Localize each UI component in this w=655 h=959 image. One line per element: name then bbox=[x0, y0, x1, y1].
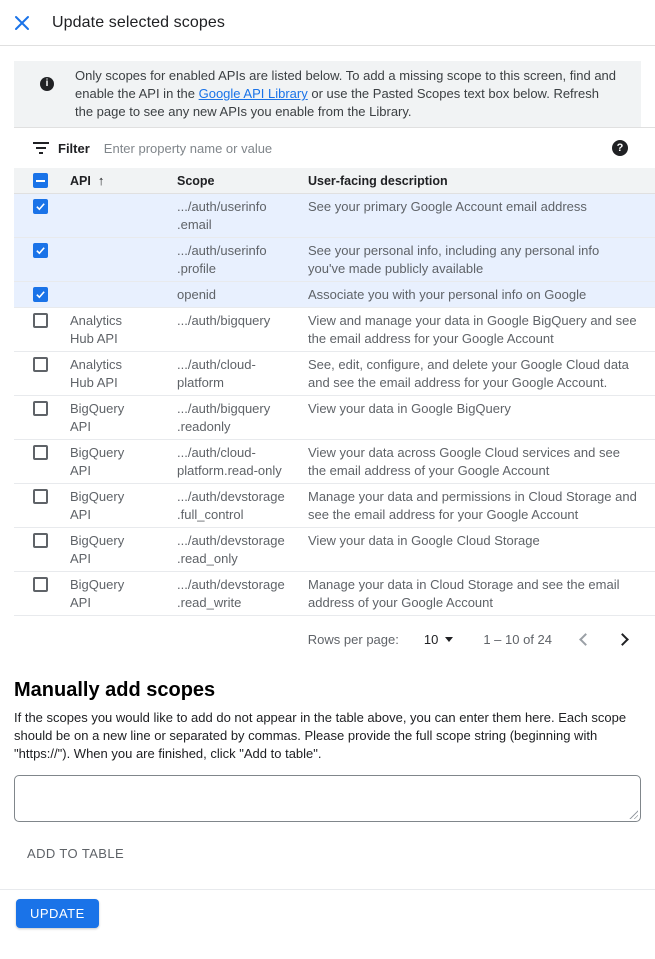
scopes-table bbox=[14, 168, 655, 616]
dialog-footer bbox=[0, 889, 655, 928]
info-banner-text bbox=[54, 61, 634, 127]
rows-per-page-select[interactable] bbox=[424, 632, 453, 647]
dialog-header bbox=[0, 0, 655, 46]
scope-cell: .../auth/devstorage .read_write bbox=[177, 577, 285, 610]
table-body bbox=[14, 194, 655, 616]
scope-cell: .../auth/userinfo .email bbox=[177, 199, 267, 232]
update-button[interactable]: UPDATE bbox=[16, 899, 99, 928]
table-row bbox=[14, 308, 655, 352]
manual-add-description: If the scopes you would like to add do not appear in the table above, you can enter them here. Each scope should be on a new line or separated by commas. Please provide the full scope string (beginning with "https://"). When you are finished, click "Add to table". bbox=[14, 710, 627, 761]
description-cell: View your data in Google BigQuery bbox=[308, 401, 511, 416]
scope-cell: .../auth/userinfo .profile bbox=[177, 243, 267, 276]
filter-label: Filter bbox=[58, 140, 90, 156]
api-cell: Analytics Hub API bbox=[70, 357, 123, 390]
rows-per-page-label: Rows per page: bbox=[307, 631, 399, 647]
row-checkbox[interactable] bbox=[33, 313, 48, 328]
scopes-textarea[interactable] bbox=[14, 775, 641, 822]
description-cell: Associate you with your personal info on Google bbox=[308, 287, 587, 302]
scope-cell: .../auth/devstorage .full_control bbox=[177, 489, 285, 522]
dialog-title: Update selected scopes bbox=[52, 13, 225, 31]
description-cell: Manage your data and permissions in Cloud Storage and see the email address for your Google Account bbox=[308, 489, 637, 522]
scope-cell: .../auth/cloud- platform bbox=[177, 357, 256, 390]
description-cell: View and manage your data in Google BigQuery and see the email address for your Google Account bbox=[308, 313, 637, 346]
filter-icon bbox=[33, 142, 49, 154]
select-all-checkbox[interactable] bbox=[33, 173, 48, 188]
row-checkbox[interactable] bbox=[33, 357, 48, 372]
column-header-description: User-facing description bbox=[308, 173, 448, 188]
row-checkbox[interactable] bbox=[33, 287, 48, 302]
description-cell: View your data across Google Cloud services and see the email address of your Google Account bbox=[308, 445, 620, 478]
scope-cell: .../auth/cloud- platform.read-only bbox=[177, 445, 282, 478]
next-page-icon[interactable] bbox=[616, 633, 629, 646]
add-to-table-button[interactable]: ADD TO TABLE bbox=[14, 835, 137, 871]
scope-cell: .../auth/bigquery .readonly bbox=[177, 401, 271, 434]
close-icon[interactable] bbox=[14, 15, 30, 31]
api-cell: BigQuery API bbox=[70, 577, 125, 610]
table-row bbox=[14, 528, 655, 572]
table-row bbox=[14, 282, 655, 308]
column-header-api[interactable]: API ↑ bbox=[70, 173, 105, 188]
row-checkbox[interactable] bbox=[33, 199, 48, 214]
table-row bbox=[14, 572, 655, 616]
api-cell: BigQuery API bbox=[70, 489, 125, 522]
google-api-library-link[interactable]: Google API Library bbox=[198, 86, 308, 101]
help-icon[interactable]: ? bbox=[612, 140, 628, 156]
description-cell: See your primary Google Account email address bbox=[308, 199, 587, 214]
table-row bbox=[14, 194, 655, 238]
api-cell bbox=[70, 198, 177, 234]
description-cell: See your personal info, including any personal info you've made publicly available bbox=[308, 243, 600, 276]
row-checkbox[interactable] bbox=[33, 577, 48, 592]
manual-add-heading: Manually add scopes bbox=[14, 679, 216, 701]
description-cell: View your data in Google Cloud Storage bbox=[308, 533, 540, 548]
info-icon: i bbox=[40, 77, 54, 91]
caret-down-icon bbox=[445, 637, 453, 642]
description-cell: See, edit, configure, and delete your Google Cloud data and see the email address for your Google Account. bbox=[308, 357, 629, 390]
row-checkbox[interactable] bbox=[33, 445, 48, 460]
pagination-bar bbox=[0, 616, 655, 662]
api-cell bbox=[70, 286, 177, 304]
previous-page-icon[interactable] bbox=[579, 633, 592, 646]
row-checkbox[interactable] bbox=[33, 401, 48, 416]
scope-cell: .../auth/devstorage .read_only bbox=[177, 533, 285, 566]
description-cell: Manage your data in Cloud Storage and see the email address of your Google Account bbox=[308, 577, 620, 610]
banner-text-after: or use the Pasted Scopes text box below. Refresh the page to see any new APIs you enable from the Library. bbox=[75, 86, 599, 119]
api-cell: BigQuery API bbox=[70, 445, 125, 478]
info-banner bbox=[14, 61, 641, 127]
row-checkbox[interactable] bbox=[33, 489, 48, 504]
scope-cell: .../auth/bigquery bbox=[177, 313, 271, 328]
table-row bbox=[14, 484, 655, 528]
column-header-scope: Scope bbox=[177, 173, 215, 188]
banner-text-before: Only scopes for enabled APIs are listed below. To add a missing scope to this screen, find and enable the API in the bbox=[75, 68, 617, 101]
table-row bbox=[14, 352, 655, 396]
row-checkbox[interactable] bbox=[33, 533, 48, 548]
table-row bbox=[14, 396, 655, 440]
row-checkbox[interactable] bbox=[33, 243, 48, 258]
api-cell: BigQuery API bbox=[70, 401, 125, 434]
api-cell bbox=[70, 242, 177, 278]
rows-per-page-value: 10 bbox=[423, 631, 439, 647]
filter-input[interactable] bbox=[104, 141, 612, 156]
pagination-range: 1 – 10 of 24 bbox=[483, 631, 552, 647]
table-row bbox=[14, 238, 655, 282]
api-cell: Analytics Hub API bbox=[70, 313, 123, 346]
filter-toolbar bbox=[14, 127, 655, 168]
table-header bbox=[14, 168, 655, 194]
manual-add-section bbox=[0, 678, 655, 871]
sort-asc-icon: ↑ bbox=[97, 173, 105, 188]
table-row bbox=[14, 440, 655, 484]
scope-cell: openid bbox=[177, 287, 217, 302]
api-cell: BigQuery API bbox=[70, 533, 125, 566]
